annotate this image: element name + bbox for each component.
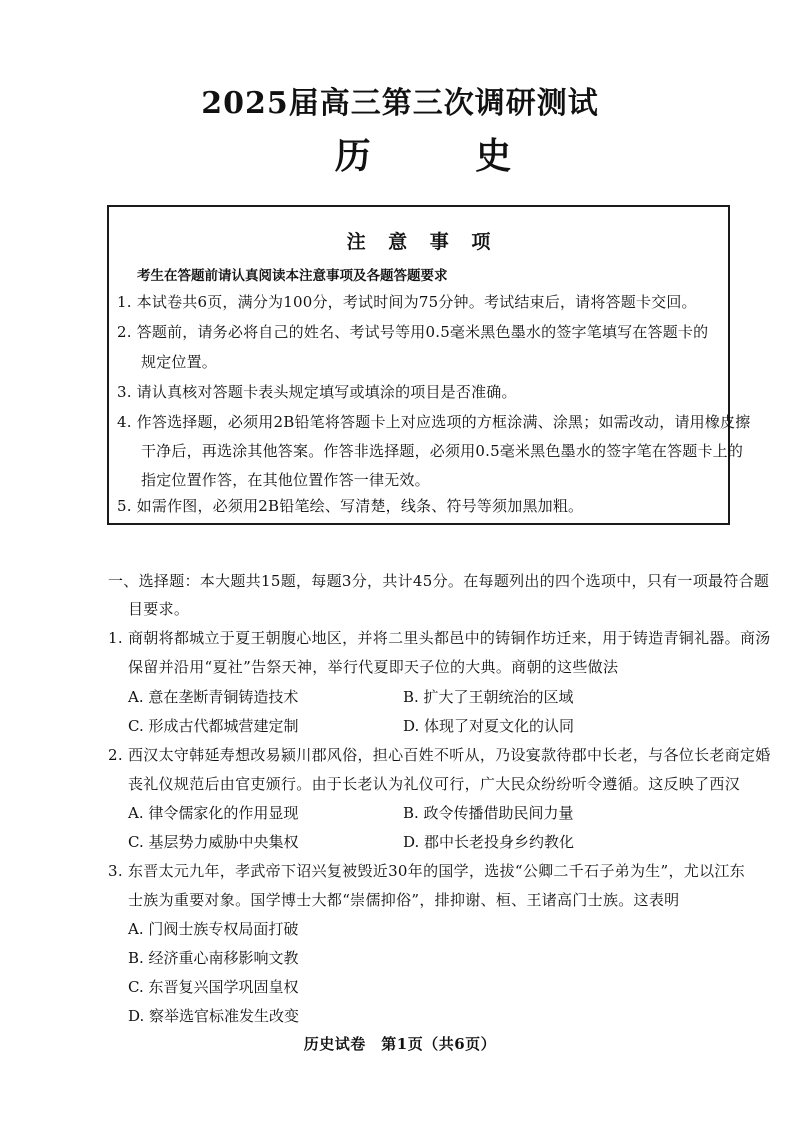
page-footer: 历史试卷 第1页（共6页） (303, 1035, 497, 1053)
question-3-option-b: B. 经济重心南移影响文教 (128, 949, 299, 967)
question-1-option-d: D. 体现了对夏文化的认同 (403, 717, 575, 735)
section-heading-cont: 目要求。 (128, 600, 190, 618)
subject-title: 历 史 (334, 135, 558, 177)
question-3-option-c: C. 东晋复兴国学巩固皇权 (128, 978, 299, 996)
question-3-option-d: D. 察举选官标准发生改变 (128, 1007, 300, 1025)
question-1-option-c: C. 形成古代都城营建定制 (128, 717, 299, 735)
question-2-option-d: D. 郡中长老投身乡约教化 (403, 833, 575, 851)
notice-title: 注 意 事 项 (346, 231, 499, 253)
question-2-option-b: B. 政令传播借助民间力量 (403, 804, 574, 822)
notice-line: 1. 本试卷共6页，满分为100分，考试时间为75分钟。考试结束后，请将答题卡交回。 (117, 293, 697, 311)
question-1-stem: 1. 商朝将都城立于夏王朝腹心地区，并将二里头都邑中的铸铜作坊迁来，用于铸造青铜礼器。商汤 (108, 629, 771, 647)
notice-line: 4. 作答选择题，必须用2B铅笔将答题卡上对应选项的方框涂满、涂黑；如需改动，请用橡皮擦 (117, 413, 751, 431)
question-1-option-a: A. 意在垄断青铜铸造技术 (128, 688, 299, 706)
question-2-stem-cont: 丧礼仪规范后由官吏颁行。由于长老认为礼仪可行，广大民众纷纷听令遵循。这反映了西汉 (128, 775, 741, 793)
question-3-option-a: A. 门阀士族专权局面打破 (128, 920, 299, 938)
notice-line: 指定位置作答，在其他位置作答一律无效。 (141, 471, 430, 489)
question-1-option-b: B. 扩大了王朝统治的区域 (403, 688, 574, 706)
notice-line: 2. 答题前，请务必将自己的姓名、考试号等用0.5毫米黑色墨水的签字笔填写在答题卡的 (117, 323, 709, 341)
notice-box (107, 205, 751, 525)
notice-line: 干净后，再选涂其他答案。作答非选择题，必须用0.5毫米黑色墨水的签字笔在答题卡上的 (141, 442, 744, 460)
notice-intro: 考生在答题前请认真阅读本注意事项及各题答题要求 (137, 268, 448, 284)
question-1-stem-cont: 保留并沿用“夏社”告祭天神，举行代夏即天子位的大典。商朝的这些做法 (128, 658, 619, 676)
question-2-option-c: C. 基层势力威胁中央集权 (128, 833, 299, 851)
question-2-option-a: A. 律令儒家化的作用显现 (128, 804, 299, 822)
notice-line: 3. 请认真核对答题卡表头规定填写或填涂的项目是否准确。 (117, 383, 517, 401)
exam-title: 2025届高三第三次调研测试 (201, 86, 599, 121)
question-3-stem: 3. 东晋太元九年，孝武帝下诏兴复被毁近30年的国学，选拔“公卿二千石子弟为生”，尤以江东 (108, 862, 746, 880)
notice-line: 规定位置。 (141, 353, 218, 371)
question-2-stem: 2. 西汉太守韩延寿想改易颍川郡风俗，担心百姓不听从，乃设宴款待郡中长老，与各位长老商定婚 (108, 746, 771, 764)
section-heading: 一、选择题：本大题共15题，每题3分，共计45分。在每题列出的四个选项中，只有一项最符合题 (108, 572, 770, 590)
question-3-stem-cont: 士族为重要对象。国学博士大都“崇儒抑俗”，排抑谢、桓、王诸高门士族。这表明 (128, 891, 680, 909)
notice-line: 5. 如需作图，必须用2B铅笔绘、写清楚，线条、符号等须加黑加粗。 (117, 497, 584, 515)
